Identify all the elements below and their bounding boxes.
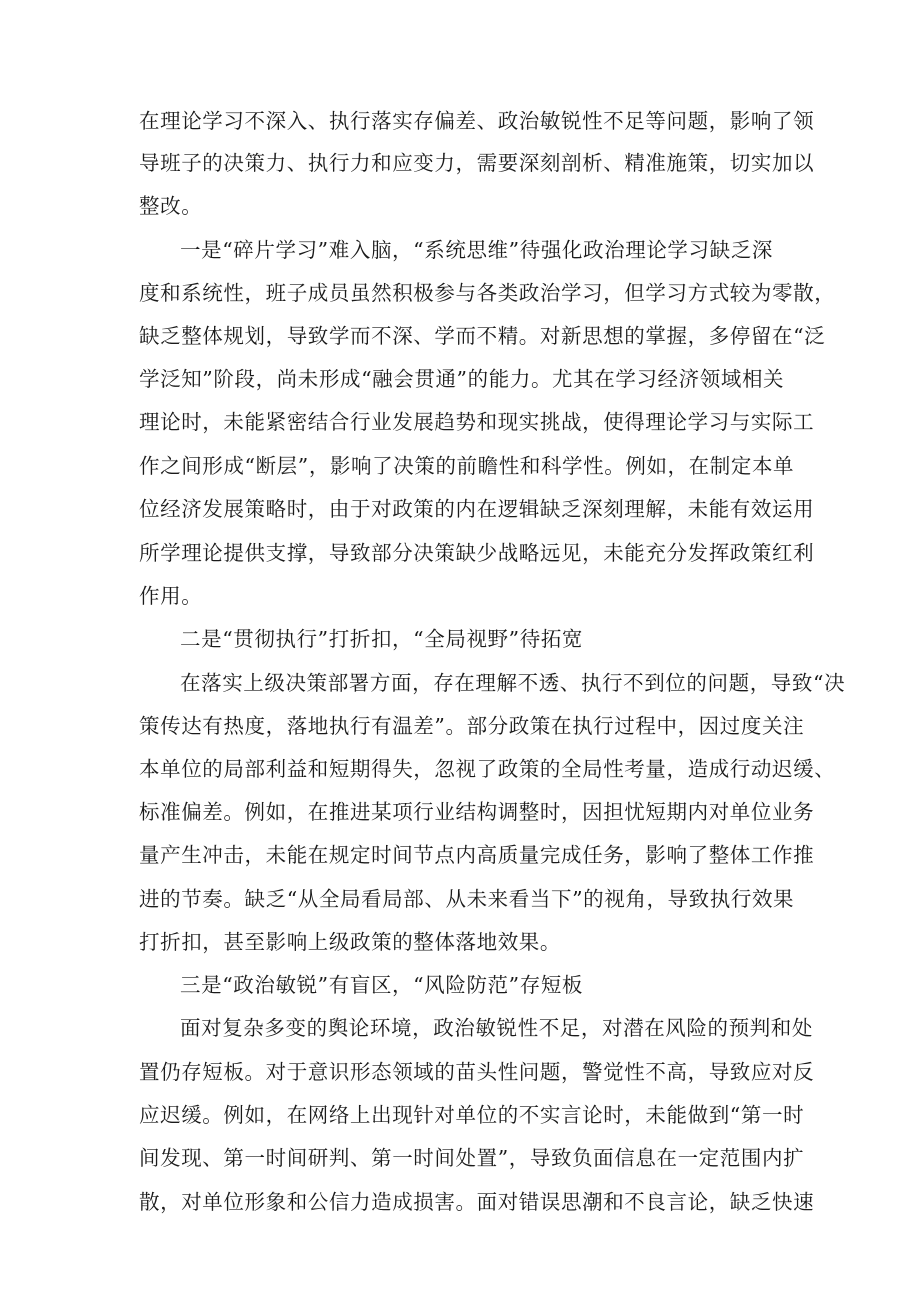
text-line: 所学理论提供支撑，导致部分决策缺少战略远见，未能充分发挥政策红利 bbox=[139, 541, 815, 565]
text-line: 本单位的局部利益和短期得失，忽视了政策的全局性考量，造成行动迟缓、 bbox=[139, 757, 836, 781]
text-line: 学泛知”阶段，尚未形成“融会贯通”的能力。尤其在学习经济领域相关 bbox=[139, 367, 785, 391]
paragraph-heading-3: 三是“政治敏锐”有盲区，“风险防范”存短板 bbox=[180, 973, 584, 997]
text-line: 作之间形成“断层”，影响了决策的前瞻性和科学性。例如，在制定本单 bbox=[139, 454, 795, 478]
text-line: 理论时，未能紧密结合行业发展趋势和现实挑战，使得理论学习与实际工 bbox=[139, 410, 815, 434]
paragraph-heading-1: 一是“碎片学习”难入脑，“系统思维”待强化政治理论学习缺乏深 bbox=[180, 238, 773, 262]
text-line: 应迟缓。例如，在网络上出现针对单位的不实言论时，未能做到“第一时 bbox=[139, 1103, 805, 1127]
text-line: 缺乏整体规划，导致学而不深、学而不精。对新思想的掌握，多停留在“泛 bbox=[139, 324, 826, 348]
paragraph-heading-2: 二是“贯彻执行”打折扣，“全局视野”待拓宽 bbox=[180, 627, 584, 651]
text-line: 导班子的决策力、执行力和应变力，需要深刻剖析、精准施策，切实加以 bbox=[139, 151, 815, 175]
text-line: 面对复杂多变的舆论环境，政治敏锐性不足，对潜在风险的预判和处 bbox=[180, 1016, 813, 1040]
text-line: 在理论学习不深入、执行落实存偏差、政治敏锐性不足等问题，影响了领 bbox=[139, 109, 815, 133]
text-line: 散，对单位形象和公信力造成损害。面对错误思潮和不良言论，缺乏快速 bbox=[139, 1190, 815, 1214]
text-line: 策传达有热度，落地执行有温差”。部分政策在执行过程中，因过度关注 bbox=[139, 714, 805, 738]
text-line: 度和系统性，班子成员虽然积极参与各类政治学习，但学习方式较为零散， bbox=[139, 281, 836, 305]
text-line: 在落实上级决策部署方面，存在理解不透、执行不到位的问题，导致“决 bbox=[180, 671, 846, 695]
text-line: 作用。 bbox=[139, 584, 203, 608]
text-line: 进的节奏。缺乏“从全局看局部、从未来看当下”的视角，导致执行效果 bbox=[139, 887, 795, 911]
text-line: 量产生冲击，未能在规定时间节点内高质量完成任务，影响了整体工作推 bbox=[139, 843, 815, 867]
text-line: 打折扣，甚至影响上级政策的整体落地效果。 bbox=[139, 930, 561, 954]
text-line: 标准偏差。例如，在推进某项行业结构调整时，因担忧短期内对单位业务 bbox=[139, 800, 815, 824]
text-line: 置仍存短板。对于意识形态领域的苗头性问题，警觉性不高，导致应对反 bbox=[139, 1060, 815, 1084]
text-line: 整改。 bbox=[139, 194, 203, 218]
text-line: 位经济发展策略时，由于对政策的内在逻辑缺乏深刻理解，未能有效运用 bbox=[139, 497, 815, 521]
text-line: 间发现、第一时间研判、第一时间处置”，导致负面信息在一定范围内扩 bbox=[139, 1146, 805, 1170]
